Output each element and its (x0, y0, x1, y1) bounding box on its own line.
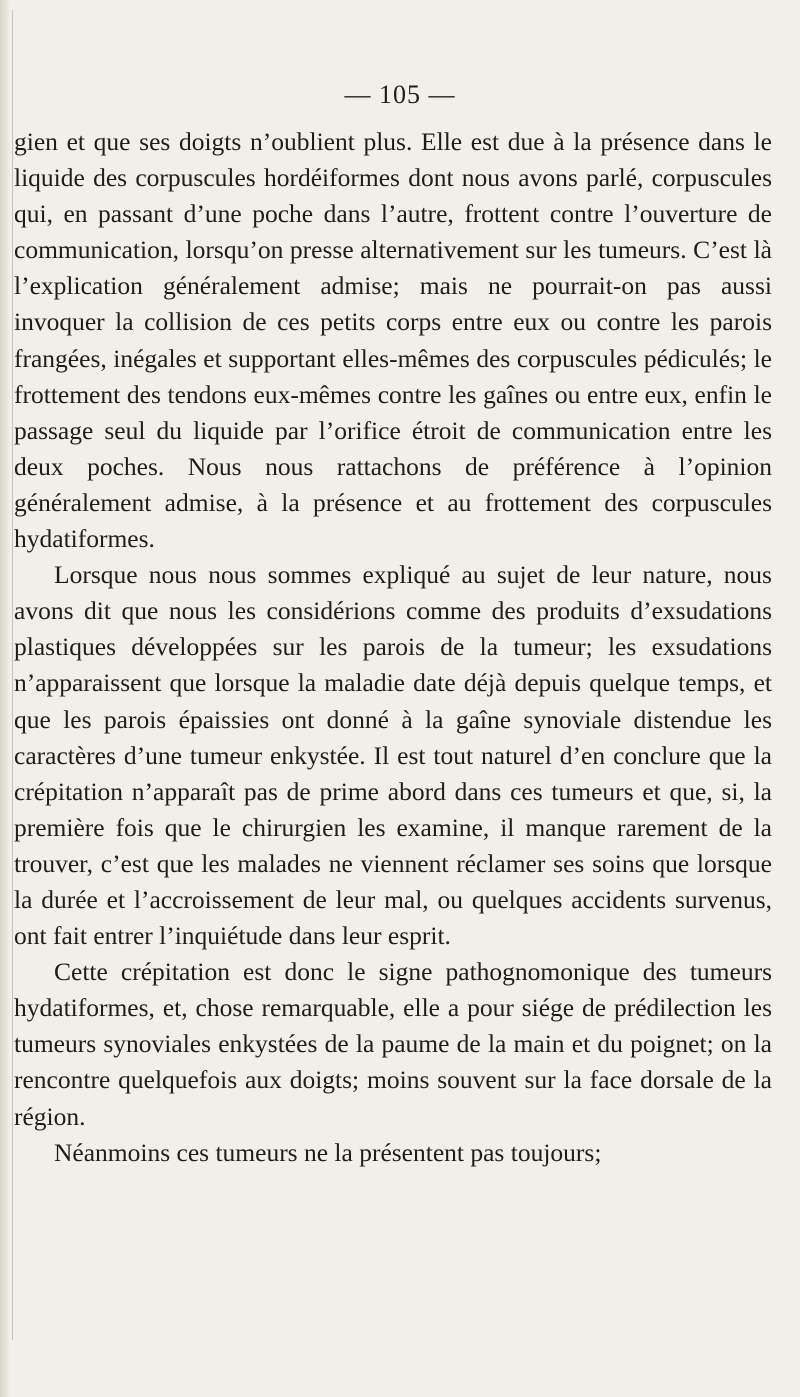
page-spine-line (12, 10, 13, 1340)
page-number: — 105 — (344, 80, 456, 109)
body-text (14, 124, 772, 1171)
paragraph-1: gien et que ses doigts n’oublient plus. Elle est due à la présence dans le liquide des corpuscules hordéiformes dont nous avons parlé, corpuscules qui, en passant d’une poche dans l’autre, frottent contre l’ouverture de communication, lorsqu’on presse alternativement sur les tumeurs. C’est là l’explication généralement admise; mais ne pourrait-on pas aussi invoquer la collision de ces petits corps entre eux ou contre les parois frangées, inégales et supportant elles-mêmes des corpuscules pédiculés; le frottement des tendons eux-mêmes contre les gaînes ou entre eux, enfin le passage seul du liquide par l’orifice étroit de communication entre les deux poches. Nous nous rattachons de préférence à l’opinion généralement admise, à la présence et au frottement des corpuscules hydatiformes. (14, 127, 772, 554)
paragraph-2: Lorsque nous nous sommes expliqué au sujet de leur nature, nous avons dit que nous les considérions comme des produits d’exsudations plastiques développées sur les parois de la tumeur; les exsudations n’apparaissent que lorsque la maladie date déjà depuis quelque temps, et que les parois épaissies ont donné à la gaîne synoviale distendue les caractères d’une tumeur enkystée. Il est tout naturel d’en conclure que la crépitation n’apparaît pas de prime abord dans ces tumeurs et que, si, la première fois que le chirurgien les examine, il manque rarement de la trouver, c’est que les malades ne viennent réclamer ses soins que lorsque la durée et l’accroissement de leur mal, ou quelques accidents survenus, ont fait entrer l’inquiétude dans leur esprit. (14, 560, 772, 951)
paragraph-4: Néanmoins ces tumeurs ne la présentent pas toujours; (54, 1137, 602, 1167)
page-gutter-shadow (0, 0, 10, 1397)
paragraph-3: Cette crépitation est donc le signe pathognomonique des tumeurs hydatiformes, et, chose remarquable, elle a pour siége de prédilection les tumeurs synoviales enkystées de la paume de la main et du poignet; on la rencontre quelquefois aux doigts; moins souvent sur la face dorsale de la région. (14, 957, 772, 1131)
